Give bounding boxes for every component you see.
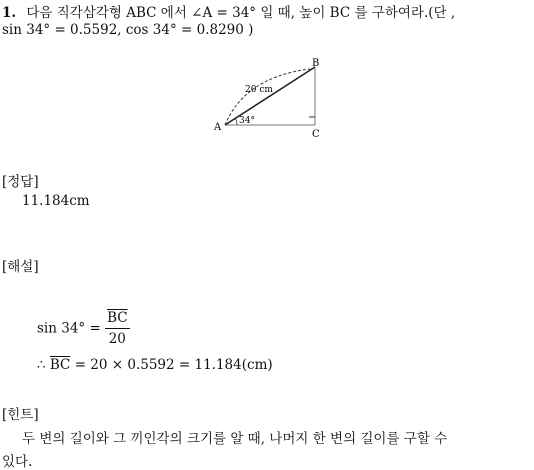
question-number: 1. [2, 5, 17, 21]
equation-2 [37, 357, 273, 373]
question-line-2: sin 34° = 0.5592, cos 34° = 0.8290 ) [2, 22, 254, 38]
question-text: 다음 직각삼각형 ABC 에서 ∠A = 34° 일 때, 높이 BC 를 구하여라.(단 , [26, 5, 456, 21]
equation-2-rest: = 20 × 0.5592 = 11.184(cm) [70, 357, 273, 373]
explanation-heading: [해설] [2, 259, 39, 275]
equation-1-lhs: sin 34° = [37, 320, 101, 337]
fraction-numerator: $\overline{BC}$ [107, 310, 128, 326]
answer-value: 11.184cm [22, 193, 90, 209]
triangle-figure [205, 55, 330, 140]
hint-heading: [힌트] [2, 407, 39, 423]
label-b: B [312, 58, 320, 69]
therefore-symbol: ∴ [37, 357, 46, 373]
equation-2-bc: $\overline{BC}$ [49, 357, 71, 373]
question-line-1 [2, 1, 455, 21]
label-c: C [312, 129, 320, 140]
angle-label: 34° [239, 116, 255, 126]
equation-1 [37, 310, 130, 347]
hypotenuse-label: 20 cm [245, 85, 273, 95]
label-a: A [214, 122, 222, 133]
fraction-bc-over-20 [105, 310, 130, 347]
hint-line-2: 있다. [2, 454, 33, 470]
answer-heading: [정답] [2, 174, 39, 190]
hint-line-1: 두 변의 길이와 그 끼인각의 크기를 알 때, 나머지 한 변의 길이를 구할 수 [22, 431, 448, 447]
fraction-denominator: 20 [108, 331, 126, 347]
